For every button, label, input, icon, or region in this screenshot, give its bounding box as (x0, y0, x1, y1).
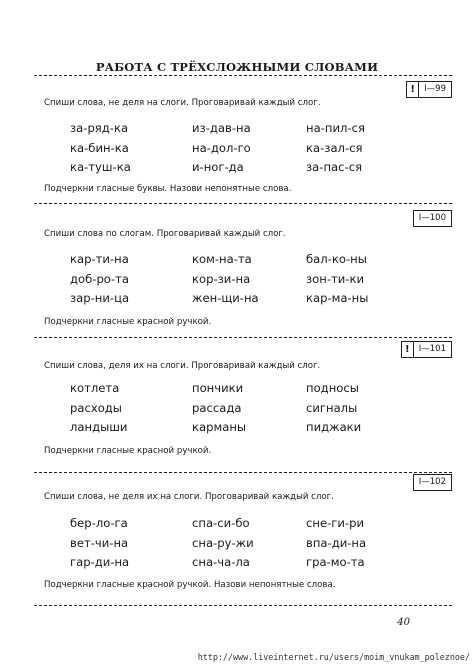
task-instruction: Спиши слова, не деля их на слоги. Проговаривай каждый слог. (44, 492, 334, 502)
word: карманы (192, 420, 247, 434)
word: вет-чи-на (70, 535, 129, 550)
word: на-пил-ся (306, 121, 365, 135)
word: пиджаки (306, 420, 362, 434)
word: сна-ру-жи (192, 535, 254, 550)
divider (34, 75, 452, 76)
task-instruction: Спиши слова по слогам. Проговаривай каждый слог. (44, 229, 286, 239)
exclamation-icon: ! (402, 342, 414, 357)
word: сне-ги-ри (306, 516, 364, 530)
task-number-box (406, 81, 452, 98)
task-number: I—101 (418, 344, 446, 354)
word: ком-на-та (192, 252, 252, 266)
word: рассада (192, 400, 242, 415)
word: кар-ти-на (70, 252, 129, 266)
divider (34, 337, 452, 338)
task-number-box (413, 474, 452, 491)
word: ландыши (70, 420, 128, 434)
word: сна-ча-ла (192, 555, 250, 569)
word: ка-бин-ка (70, 140, 129, 155)
task-footer: Подчеркни гласные красной ручкой. Назови непонятные слова. (44, 580, 336, 590)
word: впа-ди-на (306, 535, 367, 550)
word-grid (70, 252, 400, 306)
word: подносы (306, 381, 359, 395)
word: спа-си-бо (192, 516, 250, 530)
word: кор-зи-на (192, 271, 251, 286)
exclamation-icon: ! (407, 82, 419, 97)
word: пончики (192, 381, 244, 395)
word: расходы (70, 400, 122, 415)
source-url[interactable]: http://www.liveinternet.ru/users/moim_vnukam_poleznoe/ (197, 652, 470, 662)
word-grid (70, 121, 400, 175)
word: жен-щи-на (192, 291, 259, 305)
divider (34, 472, 452, 473)
task-number-box (401, 341, 452, 358)
page-number: 40 (397, 617, 410, 628)
word: сигналы (306, 400, 358, 415)
task-number: I—102 (418, 477, 446, 487)
word: доб-ро-та (70, 271, 129, 286)
word: на-дол-го (192, 140, 251, 155)
divider (34, 605, 452, 606)
word: зон-ти-ки (306, 271, 365, 286)
word: из-дав-на (192, 121, 251, 135)
task-number: I—99 (424, 84, 446, 94)
divider (34, 203, 452, 204)
word: гра-мо-та (306, 555, 365, 569)
word-grid (70, 516, 400, 570)
word: ка-зал-ся (306, 140, 363, 155)
word: котлета (70, 381, 120, 395)
word: бер-ло-га (70, 516, 128, 530)
word: бал-ко-ны (306, 252, 367, 266)
word: гар-ди-на (70, 555, 130, 569)
task-number: I—100 (418, 213, 446, 223)
task-number-box (413, 210, 452, 227)
word: и-ног-да (192, 160, 244, 174)
word: зар-ни-ца (70, 291, 130, 305)
word-grid (70, 381, 400, 435)
word: за-ряд-ка (70, 121, 129, 135)
word: кар-ма-ны (306, 291, 369, 305)
page-title: РАБОТА С ТРЁХСЛОЖНЫМИ СЛОВАМИ (95, 60, 379, 74)
task-footer: Подчеркни гласные красной ручкой. (44, 446, 212, 456)
word: за-пас-ся (306, 160, 363, 174)
word: ка-туш-ка (70, 160, 131, 174)
task-instruction: Спиши слова, деля их на слоги. Проговаривай каждый слог. (44, 361, 321, 371)
task-footer: Подчеркни гласные красной ручкой. (44, 317, 212, 327)
task-instruction: Спиши слова, не деля на слоги. Проговаривай каждый слог. (44, 98, 321, 108)
task-footer: Подчеркни гласные буквы. Назови непонятные слова. (44, 184, 292, 194)
